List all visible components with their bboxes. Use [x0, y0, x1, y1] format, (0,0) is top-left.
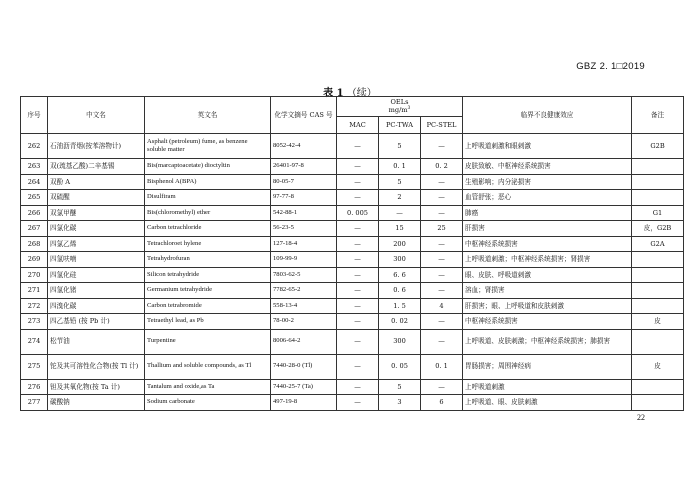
- cell-cas: 7440-25-7 (Ta): [271, 379, 337, 395]
- cell-cn-name: 铊及其可溶性化合物(按 Tl 计): [48, 354, 145, 379]
- cell-en-name: Bis(marcaptoacetate) dioctyltin: [145, 159, 271, 175]
- cell-note: 皮: [632, 314, 684, 330]
- cell-en-name: Bisphenol A(BPA): [145, 174, 271, 190]
- cell-effect: 皮肤致敏、中枢神经系统损害: [463, 159, 632, 175]
- cell-pc-twa: 5: [379, 379, 421, 395]
- cell-note: [632, 174, 684, 190]
- cell-cn-name: 四氢化硅: [48, 267, 145, 283]
- cell-note: [632, 379, 684, 395]
- cell-cas: 8052-42-4: [271, 134, 337, 159]
- cell-effect: 眼、皮肤、呼吸道刺激: [463, 267, 632, 283]
- cell-mac: —: [337, 379, 379, 395]
- cell-mac: —: [337, 221, 379, 237]
- cell-seq: 263: [21, 159, 48, 175]
- cell-pc-twa: 300: [379, 252, 421, 268]
- cell-pc-twa: 0. 1: [379, 159, 421, 175]
- cell-pc-stel: 6: [421, 395, 463, 411]
- header-oels-unit: $mg/m^3$: [388, 106, 411, 115]
- cell-seq: 274: [21, 329, 48, 354]
- cell-seq: 276: [21, 379, 48, 395]
- cell-mac: —: [337, 174, 379, 190]
- cell-pc-twa: 5: [379, 134, 421, 159]
- cell-cn-name: 钽及其氧化物(按 Ta 计): [48, 379, 145, 395]
- cell-en-name: Bis(chloromethyl) ether: [145, 205, 271, 221]
- cell-note: [632, 190, 684, 206]
- cell-pc-stel: —: [421, 134, 463, 159]
- cell-pc-twa: 3: [379, 395, 421, 411]
- cell-mac: —: [337, 329, 379, 354]
- cell-seq: 271: [21, 283, 48, 299]
- cell-cn-name: 四氯乙烯: [48, 236, 145, 252]
- cell-note: 皮: [632, 354, 684, 379]
- cell-effect: 肝损害；眼、上呼吸道和皮肤刺激: [463, 298, 632, 314]
- cell-mac: —: [337, 134, 379, 159]
- cell-mac: —: [337, 252, 379, 268]
- cell-cn-name: 四氯化碳: [48, 221, 145, 237]
- cell-pc-stel: —: [421, 267, 463, 283]
- header-seq: 序号: [21, 97, 48, 134]
- cell-pc-stel: —: [421, 329, 463, 354]
- cell-effect: 上呼吸道、皮肤刺激；中枢神经系统损害；肺损害: [463, 329, 632, 354]
- cell-note: 皮，G2B: [632, 221, 684, 237]
- cell-pc-stel: 4: [421, 298, 463, 314]
- cell-cas: 109-99-9: [271, 252, 337, 268]
- cell-en-name: Thallium and soluble compounds, as Tl: [145, 354, 271, 379]
- cell-cn-name: 双硫醒: [48, 190, 145, 206]
- cell-seq: 267: [21, 221, 48, 237]
- cell-en-name: Tetrahydrofuran: [145, 252, 271, 268]
- cell-pc-stel: 25: [421, 221, 463, 237]
- cell-en-name: Disulfiram: [145, 190, 271, 206]
- table-row: [21, 134, 684, 159]
- cell-effect: 上呼吸道、眼、皮肤刺激: [463, 395, 632, 411]
- cell-pc-twa: 0. 05: [379, 354, 421, 379]
- header-cn-name: 中文名: [48, 97, 145, 134]
- table-title-suffix: （续）: [346, 88, 377, 99]
- cell-effect: 胃肠损害；周围神经病: [463, 354, 632, 379]
- cell-effect: 上呼吸道刺激和眼刺激: [463, 134, 632, 159]
- cell-cas: 78-00-2: [271, 314, 337, 330]
- table-title-number: 表 1: [323, 88, 344, 99]
- cell-cn-name: 双氯甲醚: [48, 205, 145, 221]
- cell-pc-twa: 0. 02: [379, 314, 421, 330]
- cell-en-name: Silicon tetrahydride: [145, 267, 271, 283]
- standard-code: GBZ 2. 1□2019: [576, 61, 645, 72]
- cell-pc-stel: —: [421, 190, 463, 206]
- cell-pc-stel: 0. 1: [421, 354, 463, 379]
- cell-pc-stel: —: [421, 283, 463, 299]
- cell-en-name: Carbon tetrachloride: [145, 221, 271, 237]
- cell-effect: 上呼吸道刺激；中枢神经系统损害；肾损害: [463, 252, 632, 268]
- table-row: [21, 379, 684, 395]
- cell-cas: 7440-28-0 (Tl): [271, 354, 337, 379]
- cell-seq: 273: [21, 314, 48, 330]
- cell-pc-stel: 0. 2: [421, 159, 463, 175]
- cell-note: [632, 395, 684, 411]
- cell-cn-name: 四氢化锗: [48, 283, 145, 299]
- cell-seq: 266: [21, 205, 48, 221]
- cell-note: [632, 159, 684, 175]
- cell-pc-twa: —: [379, 205, 421, 221]
- cell-effect: 肝损害: [463, 221, 632, 237]
- cell-pc-twa: 6. 6: [379, 267, 421, 283]
- cell-note: [632, 298, 684, 314]
- cell-en-name: Tantalum and oxide,as Ta: [145, 379, 271, 395]
- table-row: [21, 395, 684, 411]
- header-mac: MAC: [337, 117, 379, 134]
- header-effects: 临界不良健康效应: [463, 97, 632, 134]
- cell-cas: 26401-97-8: [271, 159, 337, 175]
- cell-note: G2B: [632, 134, 684, 159]
- table-row: [21, 283, 684, 299]
- cell-pc-twa: 200: [379, 236, 421, 252]
- header-oels: [337, 97, 463, 117]
- table-row: [21, 205, 684, 221]
- cell-en-name: Carbon tetrabromide: [145, 298, 271, 314]
- cell-pc-stel: —: [421, 379, 463, 395]
- cell-pc-stel: —: [421, 236, 463, 252]
- table-row: [21, 354, 684, 379]
- header-notes: 备注: [632, 97, 684, 134]
- cell-effect: 中枢神经系统损害: [463, 236, 632, 252]
- cell-cn-name: 四溴化碳: [48, 298, 145, 314]
- cell-cn-name: 四乙基铅 (按 Pb 计): [48, 314, 145, 330]
- header-pc-stel: PC-STEL: [421, 117, 463, 134]
- cell-cas: 558-13-4: [271, 298, 337, 314]
- table-row: [21, 221, 684, 237]
- cell-cas: 497-19-8: [271, 395, 337, 411]
- cell-cas: 56-23-5: [271, 221, 337, 237]
- header-oels-label: OELs: [390, 98, 409, 107]
- cell-effect: 肺癌: [463, 205, 632, 221]
- cell-pc-twa: 2: [379, 190, 421, 206]
- header-en-name: 英文名: [145, 97, 271, 134]
- cell-cn-name: 松节油: [48, 329, 145, 354]
- cell-cn-name: 双酚 A: [48, 174, 145, 190]
- cell-seq: 270: [21, 267, 48, 283]
- table-row: [21, 267, 684, 283]
- cell-note: [632, 267, 684, 283]
- cell-mac: —: [337, 190, 379, 206]
- cell-effect: 血管舒张；恶心: [463, 190, 632, 206]
- header-cas: 化学文摘号 CAS 号: [271, 97, 337, 134]
- oels-table: [20, 96, 684, 411]
- cell-mac: —: [337, 236, 379, 252]
- cell-pc-stel: —: [421, 252, 463, 268]
- table-row: [21, 159, 684, 175]
- cell-en-name: Tetrachloroet hylene: [145, 236, 271, 252]
- cell-mac: —: [337, 354, 379, 379]
- cell-seq: 264: [21, 174, 48, 190]
- cell-pc-stel: —: [421, 174, 463, 190]
- cell-seq: 277: [21, 395, 48, 411]
- header-pc-twa: PC-TWA: [379, 117, 421, 134]
- cell-en-name: Germanium tetrahydride: [145, 283, 271, 299]
- cell-effect: 中枢神经系统损害: [463, 314, 632, 330]
- table-row: [21, 314, 684, 330]
- cell-note: [632, 283, 684, 299]
- table-row: [21, 236, 684, 252]
- cell-mac: —: [337, 267, 379, 283]
- cell-seq: 275: [21, 354, 48, 379]
- cell-cas: 7782-65-2: [271, 283, 337, 299]
- cell-note: G2A: [632, 236, 684, 252]
- cell-cas: 80-05-7: [271, 174, 337, 190]
- table-row: [21, 329, 684, 354]
- cell-en-name: Sodium carbonate: [145, 395, 271, 411]
- cell-cn-name: 石油沥青烟(按苯溶物计): [48, 134, 145, 159]
- cell-effect: 溶血；肾损害: [463, 283, 632, 299]
- cell-mac: —: [337, 283, 379, 299]
- cell-en-name: Asphalt (petroleum) fume, as benzene soluble matter: [145, 134, 271, 159]
- cell-pc-twa: 5: [379, 174, 421, 190]
- cell-pc-twa: 15: [379, 221, 421, 237]
- cell-cn-name: 双(巯基乙酸)二辛基锡: [48, 159, 145, 175]
- cell-pc-twa: 0. 6: [379, 283, 421, 299]
- cell-mac: —: [337, 314, 379, 330]
- cell-note: [632, 252, 684, 268]
- cell-mac: —: [337, 395, 379, 411]
- table-row: [21, 174, 684, 190]
- cell-seq: 269: [21, 252, 48, 268]
- cell-effect: 生殖影响；内分泌损害: [463, 174, 632, 190]
- cell-seq: 268: [21, 236, 48, 252]
- cell-seq: 262: [21, 134, 48, 159]
- table-row: [21, 252, 684, 268]
- table-row: [21, 190, 684, 206]
- cell-pc-stel: —: [421, 205, 463, 221]
- cell-note: [632, 329, 684, 354]
- cell-cas: 8006-64-2: [271, 329, 337, 354]
- cell-cas: 97-77-8: [271, 190, 337, 206]
- cell-mac: —: [337, 159, 379, 175]
- cell-pc-twa: 300: [379, 329, 421, 354]
- cell-cas: 542-88-1: [271, 205, 337, 221]
- cell-cas: 127-18-4: [271, 236, 337, 252]
- cell-en-name: Turpentine: [145, 329, 271, 354]
- cell-seq: 265: [21, 190, 48, 206]
- cell-seq: 272: [21, 298, 48, 314]
- table-row: [21, 298, 684, 314]
- page-number: 22: [637, 413, 645, 422]
- cell-cn-name: 碳酸钠: [48, 395, 145, 411]
- cell-pc-twa: 1. 5: [379, 298, 421, 314]
- cell-note: G1: [632, 205, 684, 221]
- cell-pc-stel: —: [421, 314, 463, 330]
- cell-cn-name: 四氢呋喃: [48, 252, 145, 268]
- cell-en-name: Tetraethyl lead, as Pb: [145, 314, 271, 330]
- cell-cas: 7803-62-5: [271, 267, 337, 283]
- cell-mac: —: [337, 298, 379, 314]
- cell-effect: 上呼吸道刺激: [463, 379, 632, 395]
- cell-mac: 0. 005: [337, 205, 379, 221]
